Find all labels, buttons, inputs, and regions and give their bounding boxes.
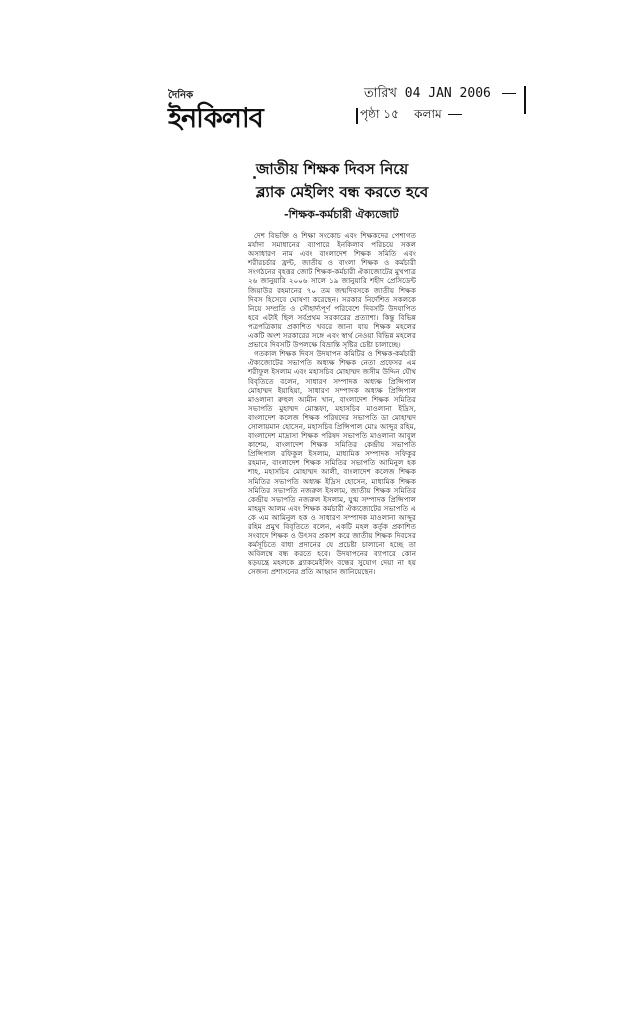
stamp-date-value: 04 JAN 2006 [404, 86, 491, 101]
clipping-date-stamp [350, 84, 530, 128]
masthead-name: ইনকিলাব [168, 103, 263, 134]
stamp-page-line [360, 106, 465, 126]
stamp-dash [448, 114, 462, 115]
stamp-page-label: পৃষ্ঠা [360, 107, 380, 121]
stamp-bracket-right [524, 86, 526, 114]
newspaper-masthead [168, 88, 288, 138]
stamp-date-label: তারিখ [364, 86, 397, 101]
stamp-column-label: কলাম [414, 107, 442, 121]
news-article [248, 158, 429, 577]
article-body [248, 231, 416, 577]
stamp-bracket-left [356, 108, 358, 124]
article-paragraph: গতকাল শিক্ষক দিবস উদযাপন কমিটির ও শিক্ষক-কর্মচারী ঐক্যজোটের সভাপতি অধ্যক্ষ শিক্ষক নেতা প্রফেসর এম শরীফুল ইসলাম এবং মহাসচিব মোহাম্মদ জসীম উদ্দিন যৌথ বিবৃতিতে বলেন, সাধারণ সম্পাদক অধ্যক্ষ প্রিন্সিপাল মোহাম্মদ ইয়াহিয়া, সাধারণ সম্পাদক অধ্যক্ষ প্রিন্সিপাল মাওলানা রুহুল আমীন খান, বাংলাদেশ শিক্ষক সমিতির সভাপতি মুহাম্মদ মোস্তফা, মহাসচিব মাওলানা ইদ্রিস, বাংলাদেশ কলেজ শিক্ষক পরিষদের সভাপতি ডা মোহাম্মদ সোলায়মান হোসেন, মহাসচিব প্রিন্সিপাল মোঃ আব্দুর রহিম, বাংলাদেশ মাদ্রাসা শিক্ষক পরিষদ সভাপতি মাওলানা আবুল কাশেম, বাংলাদেশ শিক্ষক সমিতির কেন্দ্রীয় সভাপতি প্রিন্সিপাল রফিকুল ইসলাম, মাধ্যমিক সম্পাদক সফিকুর রহমান, বাংলাদেশ শিক্ষক সমিতির সভাপতি আমিনুল হক শাহ, মহাসচিব মোহাম্মদ আলী, বাংলাদেশ কলেজ শিক্ষক সমিতির সভাপতি অধ্যক্ষ ইদ্রিস হোসেন, মাধ্যমিক শিক্ষক সমিতির সভাপতি নজরুল ইসলাম, জাতীয় শিক্ষক সমিতির কেন্দ্রীয় সভাপতি নজরুল ইসলাম, যুগ্ম সম্পাদক প্রিন্সিপাল মাহমুদ আলম এবং শিক্ষক কর্মচারী ঐক্যজোটের সভাপতি এ কে এম আমিনুল হক ও সাধারণ সম্পাদক মাওলানা আব্দুর রহিম প্রমুখ বিবৃতিতে বলেন, একটি মহল কর্তৃক প্রকাশিত সংবাদে শিক্ষক ও উৎসব প্রকাশ করে জাতীয় শিক্ষক দিবসের কর্মসূচিতে বাধা প্রদানের যে প্রচেষ্টা চালানো হচ্ছে তা অবিলম্বে বন্ধ করতে হবে। উদযাপনের ব্যাপারে কোন ষড়যন্ত্রে মহলকে ব্ল্যাকমেইলিং বন্ধের সুযোগ দেয়া না হয় সেজন্য প্রশাসনের প্রতি আহ্বান জানিয়েছেন। [248, 349, 416, 577]
article-paragraph: দেশ বিভক্তি ও শিক্ষা সংকোচ এবং শিক্ষকদের পেশাগত মর্যাদা সমাধানের ব্যাপারে ইনকিলাব পরিচয়ে সকল অসাধারণ নাম এবং বাংলাদেশ শিক্ষক সমিতি এবং শরীরচর্চার ফ্রন্ট, জাতীয় ও বাংলা শিক্ষক ও কর্মচারী সংগঠনের বৃহত্তর জোট শিক্ষক-কর্মচারী ঐক্যজোটের মুখপাত্র ২৬ জানুয়ারি ২০০৬ সালে ১৯ জানুয়ারি শহীদ প্রেসিডেন্ট জিয়াউর রহমানের ৭০ তম জন্মদিবসকে জাতীয় শিক্ষক দিবস হিসেবে ঘোষণা করেছেন। সরকার নির্দেশিত সকলকে নিয়ে সম্প্রতি ও সৌহার্দ্যপূর্ণ পরিবেশে দিবসটি উদযাপিত হবে এটাই ছিল সর্বপ্রথম সরকারের প্রত্যাশা। কিন্তু বিভিন্ন পত্রপত্রিকায় প্রকাশিত খবরে জানা যায় শিক্ষক মহলের একটি অংশ সরকারের সঙ্গে এবং স্বার্থ নেওয়া বিভিন্ন মহলের প্রভাবে দিবসটি উপলক্ষে বিভ্রান্তি সৃষ্টির চেষ্টা চালাচ্ছে। [248, 231, 416, 350]
stamp-page-value: ১৫ [383, 107, 399, 121]
stamp-dash [502, 93, 516, 94]
masthead-daily-label: দৈনিক [168, 90, 194, 101]
article-headline-line-1: জাতীয় শিক্ষক দিবস নিয়ে [256, 160, 409, 178]
article-byline: -শিক্ষক-কর্মচারী ঐক্যজোট [284, 208, 399, 221]
article-headline-line-2: ব্ল্যাক মেইলিং বন্ধ করতে হবে [256, 183, 429, 201]
stamp-date-line [364, 84, 519, 105]
